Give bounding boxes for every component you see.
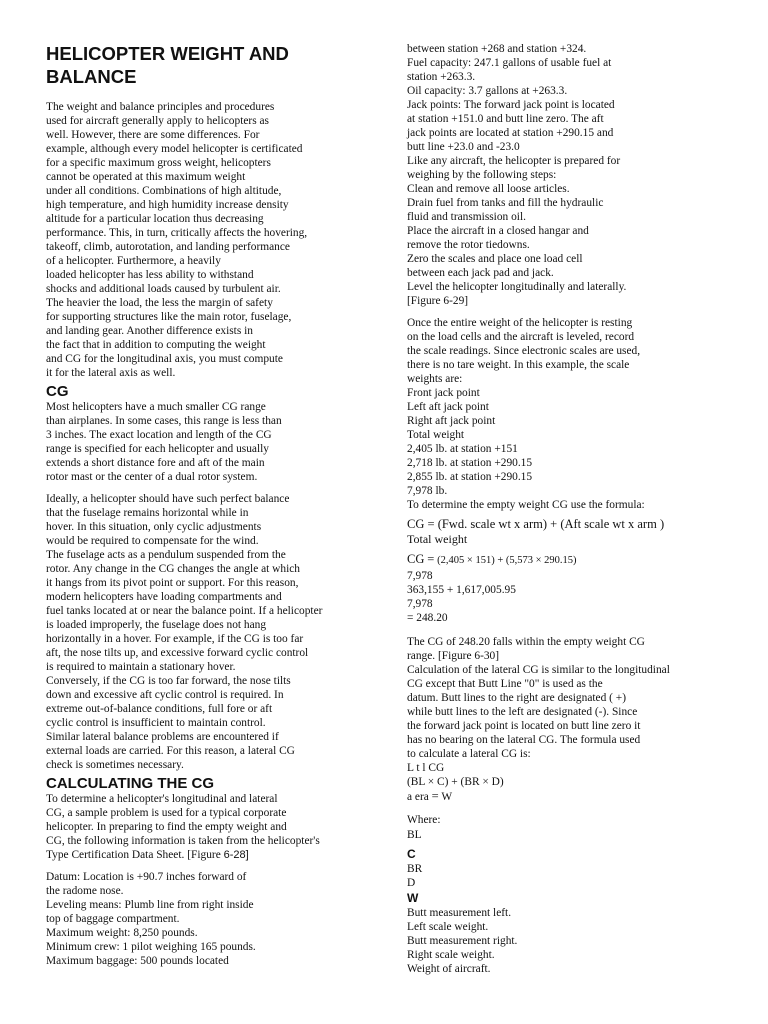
calc-paragraph-1 (46, 792, 386, 862)
text-line: Datum: Location is +90.7 inches forward of (46, 871, 247, 883)
text-line: datum. Butt lines to the right are designated ( +) (407, 692, 626, 704)
formula-cg: CG (407, 517, 425, 531)
calc-line: 7,978 (407, 570, 433, 582)
page-title-line1: HELICOPTER WEIGHT AND (46, 43, 289, 64)
text-line: Place the aircraft in a closed hangar and (407, 225, 589, 237)
text-line: fuel tanks located at or near the balance point. If a helicopter (46, 605, 323, 617)
text-line: extreme out-of-balance conditions, full fore or aft (46, 703, 273, 715)
text-line: the forward jack point is located on butt line zero it (407, 720, 641, 732)
text-line: while butt lines to the left are designated (-). Since (407, 706, 638, 718)
text-line: top of baggage compartment. (46, 913, 180, 925)
text-line: the fact that in addition to computing the weight (46, 339, 266, 351)
definition-line: Butt measurement right. (407, 935, 518, 947)
text-line: CG except that Butt Line "0" is used as the (407, 678, 603, 690)
text-line: station +263.3. (407, 71, 476, 83)
text-line: extends a short distance fore and aft of the main (46, 457, 265, 469)
calc-line: 363,155 + 1,617,005.95 (407, 584, 516, 596)
formula-cg: CG (407, 552, 425, 566)
formula-worked-example (407, 551, 727, 625)
text-line: for a specific maximum gross weight, helicopters (46, 157, 271, 169)
formula-body: (Fwd. scale wt x arm) + (Aft scale wt x arm ) (437, 517, 665, 531)
text-line: Zero the scales and place one load cell (407, 253, 583, 265)
text-line: jack points are located at station +290.15 and (407, 127, 614, 139)
text-line: the radome nose. (46, 885, 124, 897)
formula-line: L t l CG (407, 762, 445, 774)
text-line: Conversely, if the CG is too far forward, the nose tilts (46, 675, 291, 687)
text-line: remove the rotor tiedowns. (407, 239, 530, 251)
text-line: used for aircraft generally apply to helicopters as (46, 115, 269, 127)
text-line: Right aft jack point (407, 415, 496, 427)
formula-var: W (441, 791, 453, 803)
text-line: [Figure 6-29] (407, 295, 469, 307)
text-line: than airplanes. In some cases, this range is less than (46, 415, 282, 427)
specs-block (407, 42, 727, 308)
text-line: Ideally, a helicopter should have such perfect balance (46, 493, 290, 505)
calculating-cg-heading: CALCULATING THE CG (46, 775, 215, 792)
text-line: To determine a helicopter's longitudinal and lateral (46, 793, 278, 805)
text-line: rotor mast or the center of a dual rotor system. (46, 471, 258, 483)
formula-line (407, 551, 727, 569)
text-line: The fuselage acts as a pendulum suspended from the (46, 549, 286, 561)
text-line: 2,405 lb. at station +151 (407, 443, 518, 455)
text-line: check is sometimes necessary. (46, 759, 184, 771)
variable-c: C (407, 847, 416, 861)
text-line: it hangs from its pivot point or support. For this reason, (46, 577, 299, 589)
cg-paragraph-2 (46, 492, 386, 772)
text-line: for supporting structures like the main rotor, fuselage, (46, 311, 292, 323)
text-line: The CG of 248.20 falls within the empty weight CG (407, 636, 645, 648)
text-line (46, 848, 386, 862)
text-line: has no bearing on the lateral CG. The formula used (407, 734, 641, 746)
formula-equals: = (427, 552, 435, 566)
page-title-line2: BALANCE (46, 66, 137, 87)
text-line: that the fuselage remains horizontal while in (46, 507, 249, 519)
formula-body: (2,405 × 151) + (5,573 × 290.15) (437, 555, 577, 566)
text-line: Left aft jack point (407, 401, 489, 413)
text-line: Minimum crew: 1 pilot weighing 165 pounds. (46, 941, 256, 953)
text-line: CG, a sample problem is used for a typical corporate (46, 807, 287, 819)
text-line: external loads are carried. For this reason, a lateral CG (46, 745, 295, 757)
text-line: of a helicopter. Furthermore, a heavily (46, 255, 221, 267)
text-line: hover. In this situation, only cyclic adjustments (46, 521, 262, 533)
variable-w: W (407, 891, 419, 905)
formula-text: a era (407, 791, 429, 803)
text-line: the scale readings. Since electronic scales are used, (407, 345, 641, 357)
text-line: 7,978 lb. (407, 485, 448, 497)
text-line: there is no tare weight. In this example, the scale (407, 359, 630, 371)
calc-line: = 248.20 (407, 612, 448, 624)
scale-readings-block (407, 316, 727, 512)
text-line: rotor. Any change in the CG changes the angle at which (46, 563, 301, 575)
text-line: Once the entire weight of the helicopter is resting (407, 317, 633, 329)
text-line: Drain fuel from tanks and fill the hydraulic (407, 197, 604, 209)
text-span: Type Certification Data Sheet. [Figure (46, 849, 221, 861)
text-line: fluid and transmission oil. (407, 211, 526, 223)
cg-heading: CG (46, 383, 69, 400)
calc-paragraph-2 (46, 870, 386, 968)
formula-denominator: Total weight (407, 532, 468, 546)
text-line: weighing by the following steps: (407, 169, 557, 181)
text-line: range is specified for each helicopter and usually (46, 443, 269, 455)
text-line: helicopter. In preparing to find the empty weight and (46, 821, 287, 833)
formula-line (407, 789, 727, 804)
text-line: down and excessive aft cyclic control is required. In (46, 689, 284, 701)
calc-line: 7,978 (407, 598, 433, 610)
text-line: Calculation of the lateral CG is similar to the longitudinal (407, 664, 670, 676)
cg-paragraph-1 (46, 400, 386, 484)
text-line: To determine the empty weight CG use the formula: (407, 499, 645, 511)
text-line: butt line +23.0 and -23.0 (407, 141, 520, 153)
text-line: and landing gear. Another difference exists in (46, 325, 253, 337)
text-line: example, although every model helicopter is certificated (46, 143, 303, 155)
intro-paragraph (46, 100, 386, 380)
text-line: takeoff, climb, autorotation, and landing performance (46, 241, 290, 253)
text-line: and CG for the longitudinal axis, you must compute (46, 353, 283, 365)
text-line: at station +151.0 and butt line zero. The aft (407, 113, 604, 125)
where-label: Where: (407, 814, 441, 826)
text-line: well. However, there are some differences. For (46, 129, 260, 141)
text-line: Oil capacity: 3.7 gallons at +263.3. (407, 85, 568, 97)
text-line: Like any aircraft, the helicopter is prepared for (407, 155, 621, 167)
formula-empty-weight-cg (407, 516, 727, 547)
text-line: range. [Figure 6-30] (407, 650, 500, 662)
text-line: is loaded improperly, the fuselage does not hang (46, 619, 267, 631)
figure-reference: 6-28] (223, 849, 249, 861)
definition-line: Left scale weight. (407, 921, 489, 933)
text-line: aft, the nose tilts up, and excessive forward cyclic control (46, 647, 309, 659)
text-line: Total weight (407, 429, 465, 441)
text-line: Clean and remove all loose articles. (407, 183, 570, 195)
formula-equals: = (431, 789, 439, 803)
definition-line: Weight of aircraft. (407, 963, 491, 975)
text-line: Jack points: The forward jack point is located (407, 99, 615, 111)
text-line: between station +268 and station +324. (407, 43, 587, 55)
text-line: would be required to compensate for the wind. (46, 535, 259, 547)
definition-line: Right scale weight. (407, 949, 495, 961)
text-line: on the load cells and the aircraft is leveled, record (407, 331, 635, 343)
text-line: cannot be operated at this maximum weight (46, 171, 246, 183)
text-line: Leveling means: Plumb line from right inside (46, 899, 254, 911)
text-line: Level the helicopter longitudinally and laterally. (407, 281, 627, 293)
text-line: Front jack point (407, 387, 480, 399)
variable-br: BR (407, 863, 423, 875)
text-line: shocks and additional loads caused by turbulent air. (46, 283, 281, 295)
right-column (407, 42, 727, 976)
text-line: Maximum weight: 8,250 pounds. (46, 927, 198, 939)
text-line: between each jack pad and jack. (407, 267, 554, 279)
formula-lateral-cg (407, 761, 727, 804)
formula-line (407, 516, 727, 532)
text-line: under all conditions. Combinations of high altitude, (46, 185, 282, 197)
text-line: The weight and balance principles and procedures (46, 101, 275, 113)
variable-d: D (407, 877, 416, 889)
text-line: to calculate a lateral CG is: (407, 748, 531, 760)
lateral-cg-paragraph (407, 635, 727, 761)
text-line: 2,718 lb. at station +290.15 (407, 457, 533, 469)
text-line: loaded helicopter has less ability to withstand (46, 269, 254, 281)
text-line: altitude for a particular location thus decreasing (46, 213, 264, 225)
text-line: horizontally in a hover. For example, if the CG is too far (46, 633, 304, 645)
text-line: Maximum baggage: 500 pounds located (46, 955, 229, 967)
formula-equals: = (427, 517, 435, 531)
left-column (46, 42, 386, 968)
text-line: 2,855 lb. at station +290.15 (407, 471, 533, 483)
text-line: is required to maintain a stationary hover. (46, 661, 236, 673)
text-line: performance. This, in turn, critically affects the hovering, (46, 227, 308, 239)
definition-line: Butt measurement left. (407, 907, 512, 919)
text-line: Fuel capacity: 247.1 gallons of usable fuel at (407, 57, 612, 69)
text-line: The heavier the load, the less the margin of safety (46, 297, 273, 309)
variable-bl: BL (407, 829, 422, 841)
where-block (407, 813, 727, 976)
text-line: Similar lateral balance problems are encountered if (46, 731, 279, 743)
text-line: CG, the following information is taken from the helicopter's (46, 835, 320, 847)
text-line: modern helicopters have loading compartments and (46, 591, 282, 603)
text-line: 3 inches. The exact location and length of the CG (46, 429, 272, 441)
text-line: high temperature, and high humidity increase density (46, 199, 289, 211)
text-line: weights are: (407, 373, 463, 385)
text-line: it for the lateral axis as well. (46, 367, 176, 379)
text-line: Most helicopters have a much smaller CG range (46, 401, 266, 413)
text-line: cyclic control is insufficient to maintain control. (46, 717, 266, 729)
formula-line: (BL × C) + (BR × D) (407, 776, 504, 788)
